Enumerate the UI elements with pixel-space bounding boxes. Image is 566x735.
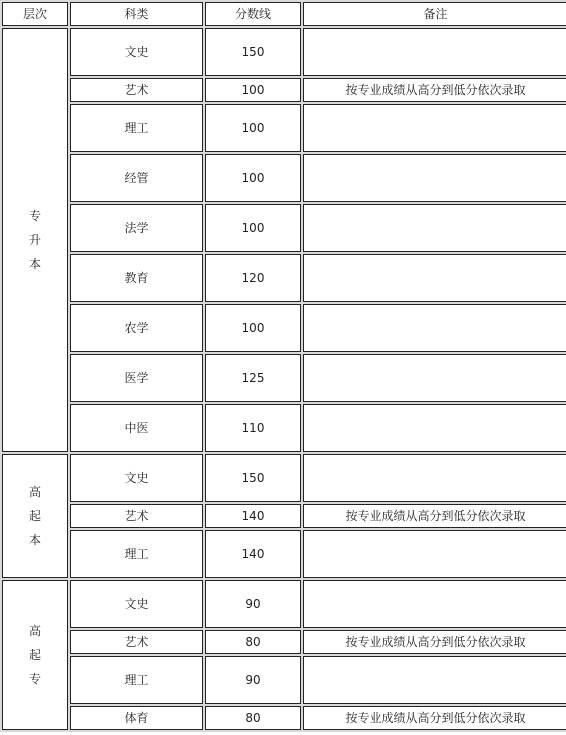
- subject-cell: 理工: [70, 656, 203, 704]
- score-cell: 125: [205, 354, 301, 402]
- note-cell: [303, 254, 566, 302]
- note-cell: [303, 656, 566, 704]
- subject-cell: 医学: [70, 354, 203, 402]
- table-row: [2, 254, 566, 302]
- score-cell: 90: [205, 580, 301, 628]
- note-cell: 按专业成绩从高分到低分依次录取: [303, 630, 566, 654]
- subject-cell: 经管: [70, 154, 203, 202]
- note-cell: [303, 580, 566, 628]
- note-cell: [303, 404, 566, 452]
- score-cell: 100: [205, 204, 301, 252]
- table-row: [2, 504, 566, 528]
- table-row: [2, 706, 566, 730]
- score-cell: 100: [205, 304, 301, 352]
- table-row: [2, 630, 566, 654]
- score-cell: 110: [205, 404, 301, 452]
- note-cell: [303, 454, 566, 502]
- subject-cell: 艺术: [70, 78, 203, 102]
- table-row: [2, 404, 566, 452]
- subject-cell: 教育: [70, 254, 203, 302]
- subject-cell: 艺术: [70, 504, 203, 528]
- subject-cell: 理工: [70, 104, 203, 152]
- note-cell: 按专业成绩从高分到低分依次录取: [303, 504, 566, 528]
- level-cell: [2, 454, 68, 578]
- note-cell: [303, 204, 566, 252]
- level-cell: [2, 28, 68, 452]
- note-cell: [303, 304, 566, 352]
- subject-cell: 法学: [70, 204, 203, 252]
- subject-cell: 文史: [70, 580, 203, 628]
- score-cell: 100: [205, 78, 301, 102]
- score-cell: 100: [205, 104, 301, 152]
- table-row: [2, 78, 566, 102]
- level-label: 高起本: [28, 485, 41, 547]
- score-cell: 150: [205, 28, 301, 76]
- table-row: [2, 530, 566, 578]
- subject-cell: 理工: [70, 530, 203, 578]
- header-subject: 科类: [70, 2, 203, 26]
- subject-cell: 文史: [70, 454, 203, 502]
- level-cell: [2, 580, 68, 730]
- note-cell: [303, 530, 566, 578]
- note-cell: 按专业成绩从高分到低分依次录取: [303, 706, 566, 730]
- score-cell: 80: [205, 706, 301, 730]
- note-cell: [303, 104, 566, 152]
- table-row: [2, 304, 566, 352]
- score-cell: 100: [205, 154, 301, 202]
- score-cell: 80: [205, 630, 301, 654]
- note-cell: [303, 354, 566, 402]
- subject-cell: 中医: [70, 404, 203, 452]
- subject-cell: 艺术: [70, 630, 203, 654]
- table-row: [2, 454, 566, 502]
- score-cell: 150: [205, 454, 301, 502]
- subject-cell: 体育: [70, 706, 203, 730]
- note-cell: [303, 154, 566, 202]
- score-cell: 120: [205, 254, 301, 302]
- subject-cell: 农学: [70, 304, 203, 352]
- table-row: [2, 104, 566, 152]
- header-score: 分数线: [205, 2, 301, 26]
- note-cell: 按专业成绩从高分到低分依次录取: [303, 78, 566, 102]
- table-row: [2, 28, 566, 76]
- level-label: 专升本: [28, 209, 41, 271]
- table-row: [2, 204, 566, 252]
- table-row: [2, 154, 566, 202]
- level-label: 高起专: [28, 624, 41, 686]
- header-row: [2, 2, 566, 26]
- score-cell: 90: [205, 656, 301, 704]
- header-note: 备注: [303, 2, 566, 26]
- score-cell: 140: [205, 530, 301, 578]
- header-level: 层次: [2, 2, 68, 26]
- table-row: [2, 580, 566, 628]
- table-row: [2, 354, 566, 402]
- note-cell: [303, 28, 566, 76]
- score-cell: 140: [205, 504, 301, 528]
- subject-cell: 文史: [70, 28, 203, 76]
- table-row: [2, 656, 566, 704]
